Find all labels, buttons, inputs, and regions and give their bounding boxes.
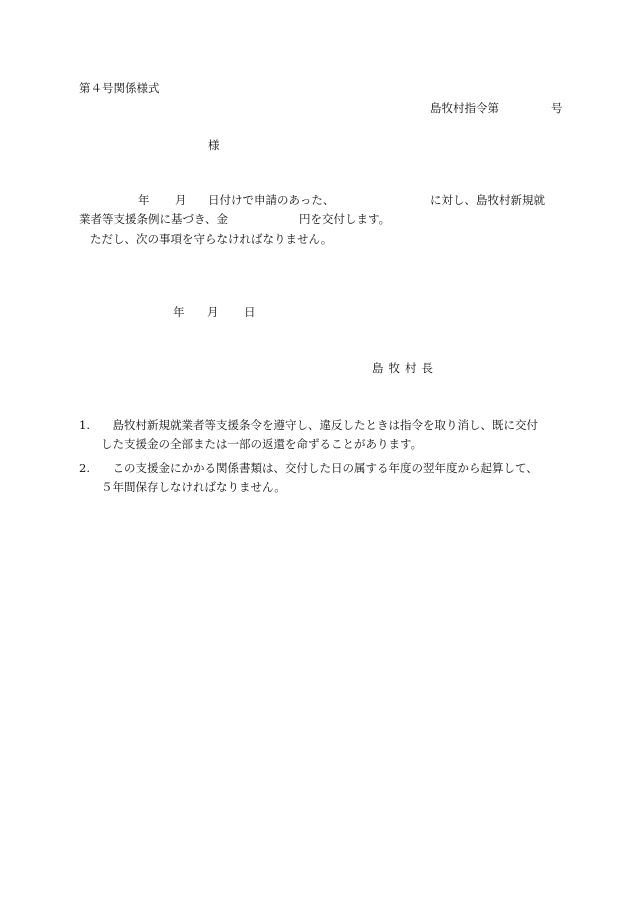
note-text: 島牧村新規就業者等支援条令を遵守し、違反したときは指令を取り消し、既に交付した支援金の全部または一部の返還を命ずることがあります。 — [101, 418, 538, 451]
body-line-2-tail: 円を交付します。 — [299, 212, 391, 226]
note-item — [79, 416, 549, 454]
note-number: 1. — [79, 418, 90, 432]
notes-list — [79, 416, 549, 502]
application-year-label: 年 — [138, 193, 150, 207]
document-number-prefix: 島牧村指令第 — [430, 101, 499, 115]
body-line-1 — [79, 193, 547, 207]
application-day-text: 日付けで申請のあった、 — [208, 193, 335, 207]
form-title: 第４号関係様式 — [79, 81, 160, 95]
body-line-2 — [79, 212, 547, 226]
issue-year-label: 年 — [173, 305, 185, 319]
body-line-3: ただし、次の事項を守らなければなりません。 — [90, 232, 333, 246]
note-item — [79, 459, 549, 497]
issue-date — [79, 305, 379, 319]
issue-day-label: 日 — [244, 305, 256, 319]
note-number: 2. — [79, 461, 90, 475]
mayor-signature: 島牧村長 — [372, 361, 438, 375]
note-text: この支援金にかかる関係書類は、交付した日の属する年度の翌年度から起算して、５年間保存しなければなりません。 — [101, 461, 538, 494]
body-line-2-head: 業者等支援条例に基づき、金 — [79, 212, 229, 226]
body-line-1-tail: に対し、島牧村新規就 — [430, 193, 545, 207]
document-number-suffix: 号 — [551, 101, 563, 115]
document-number — [430, 101, 563, 115]
issue-month-label: 月 — [207, 305, 219, 319]
addressee-honorific: 様 — [208, 138, 220, 152]
application-month-label: 月 — [175, 193, 187, 207]
